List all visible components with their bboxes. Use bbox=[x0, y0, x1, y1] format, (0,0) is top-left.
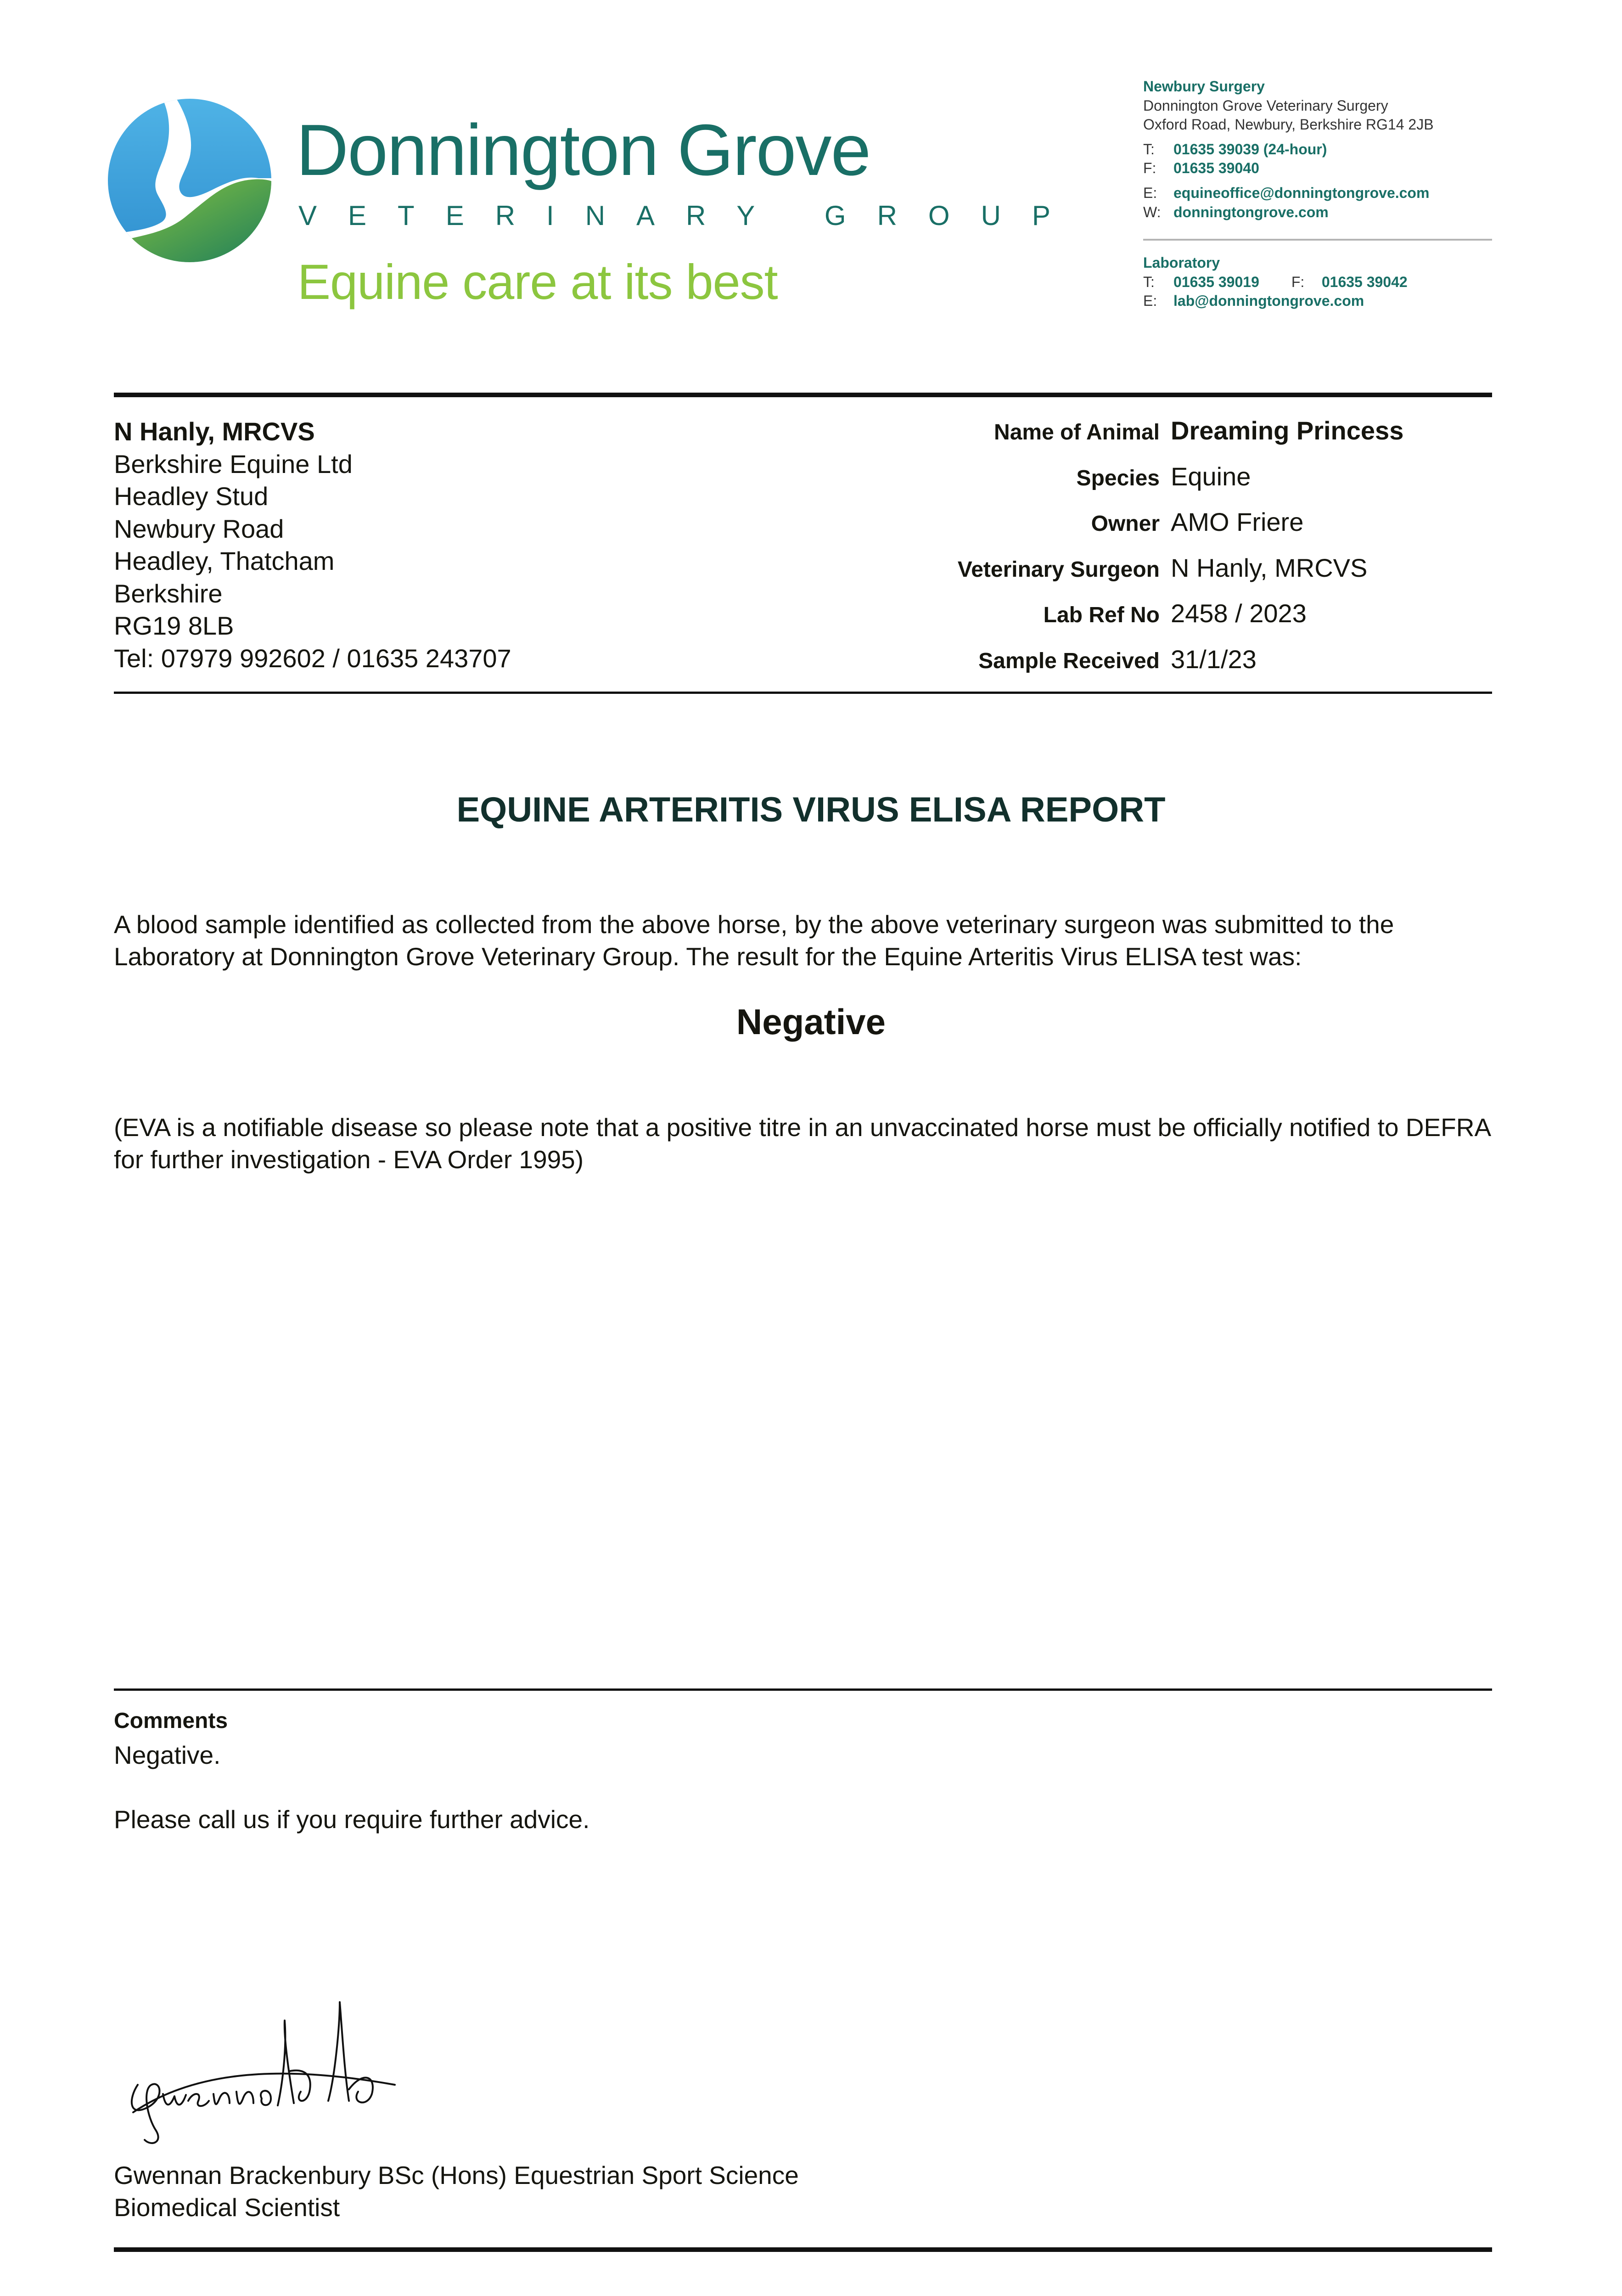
bottom-rule bbox=[114, 2247, 1492, 2252]
comments-advice: Please call us if you require further advice. bbox=[114, 1805, 590, 1834]
signatory-name: Gwennan Brackenbury BSc (Hons) Equestrian Sport Science bbox=[114, 2161, 799, 2189]
detail-value: N Hanly, MRCVS bbox=[1171, 553, 1368, 582]
lab-tel-label: T: bbox=[1143, 273, 1155, 290]
top-rule bbox=[114, 393, 1492, 397]
report-title: EQUINE ARTERITIS VIRUS ELISA REPORT bbox=[456, 790, 1166, 829]
surgery-tel: 01635 39039 (24-hour) bbox=[1173, 141, 1327, 158]
details-rule bbox=[114, 692, 1492, 694]
comments-rule bbox=[114, 1688, 1492, 1691]
detail-value: Dreaming Princess bbox=[1171, 416, 1404, 445]
address-phone: Tel: 07979 992602 / 01635 243707 bbox=[114, 643, 511, 673]
surgery-email-label: E: bbox=[1143, 184, 1157, 201]
contact-divider bbox=[1143, 239, 1492, 241]
detail-label: Sample Received bbox=[978, 648, 1160, 673]
detail-label: Owner bbox=[1091, 512, 1160, 536]
detail-value: 31/1/23 bbox=[1171, 644, 1257, 674]
recipient-name: N Hanly, MRCVS bbox=[114, 417, 315, 446]
surgery-email[interactable]: equineoffice@donningtongrove.com bbox=[1173, 184, 1430, 201]
laboratory-contact bbox=[1143, 253, 1408, 311]
surgery-title: Newbury Surgery bbox=[1143, 78, 1265, 95]
detail-row-name bbox=[780, 416, 1403, 461]
brand-tagline: Equine care at its best bbox=[297, 254, 778, 310]
surgery-web-label: W: bbox=[1143, 203, 1161, 220]
detail-label: Veterinary Surgeon bbox=[957, 557, 1160, 582]
brand-subtitle: VETERINARY GROUP bbox=[298, 200, 1082, 231]
surgery-web[interactable]: donningtongrove.com bbox=[1173, 203, 1329, 220]
address-line: Headley Stud bbox=[114, 482, 269, 511]
comments-heading: Comments bbox=[114, 1709, 228, 1733]
detail-value: Equine bbox=[1171, 461, 1251, 491]
surgery-fax-label: F: bbox=[1143, 160, 1156, 177]
signatory-role: Biomedical Scientist bbox=[114, 2193, 340, 2222]
lab-tel: 01635 39019 bbox=[1173, 273, 1259, 290]
surgery-contact bbox=[1143, 77, 1434, 222]
detail-row-received bbox=[780, 644, 1403, 690]
recipient-address bbox=[114, 416, 511, 675]
address-line: Berkshire Equine Ltd bbox=[114, 449, 353, 478]
lab-email-label: E: bbox=[1143, 293, 1157, 310]
address-line: Headley, Thatcham bbox=[114, 546, 335, 575]
address-line: RG19 8LB bbox=[114, 611, 234, 640]
detail-row-labref bbox=[780, 598, 1403, 644]
comments-text: Negative. bbox=[114, 1741, 221, 1769]
lab-fax: 01635 39042 bbox=[1321, 273, 1408, 290]
lab-fax-label: F: bbox=[1291, 273, 1305, 290]
detail-label: Species bbox=[1076, 466, 1160, 490]
laboratory-title: Laboratory bbox=[1143, 254, 1220, 271]
detail-row-owner bbox=[780, 507, 1403, 553]
brand-name: Donnington Grove bbox=[296, 110, 870, 191]
report-note: (EVA is a notifiable disease so please note that a positive titre in an unvaccinated horse must be officially notified to DEFRA for further investigation - EVA Order 1995) bbox=[114, 1113, 1490, 1174]
logo-icon bbox=[107, 98, 272, 263]
address-line: Newbury Road bbox=[114, 514, 284, 543]
detail-value: AMO Friere bbox=[1171, 507, 1304, 536]
detail-row-vet bbox=[780, 553, 1403, 599]
detail-label: Name of Animal bbox=[994, 420, 1160, 445]
lab-email[interactable]: lab@donningtongrove.com bbox=[1173, 293, 1364, 310]
report-intro: A blood sample identified as collected from the above horse, by the above veterinary surgeon was submitted to the Laboratory at Donnington Grove Veterinary Group. The result for the Equine Arteritis Virus ELISA test was: bbox=[114, 910, 1394, 971]
surgery-name: Donnington Grove Veterinary Surgery bbox=[1143, 97, 1388, 114]
surgery-tel-label: T: bbox=[1143, 141, 1155, 158]
detail-value: 2458 / 2023 bbox=[1171, 599, 1307, 628]
detail-row-species bbox=[780, 461, 1403, 507]
surgery-address: Oxford Road, Newbury, Berkshire RG14 2JB bbox=[1143, 116, 1434, 133]
detail-label: Lab Ref No bbox=[1043, 603, 1160, 627]
animal-details bbox=[780, 416, 1403, 690]
test-result: Negative bbox=[736, 1002, 886, 1042]
address-line: Berkshire bbox=[114, 579, 223, 608]
signature-image bbox=[119, 1993, 404, 2158]
surgery-fax: 01635 39040 bbox=[1173, 160, 1259, 177]
